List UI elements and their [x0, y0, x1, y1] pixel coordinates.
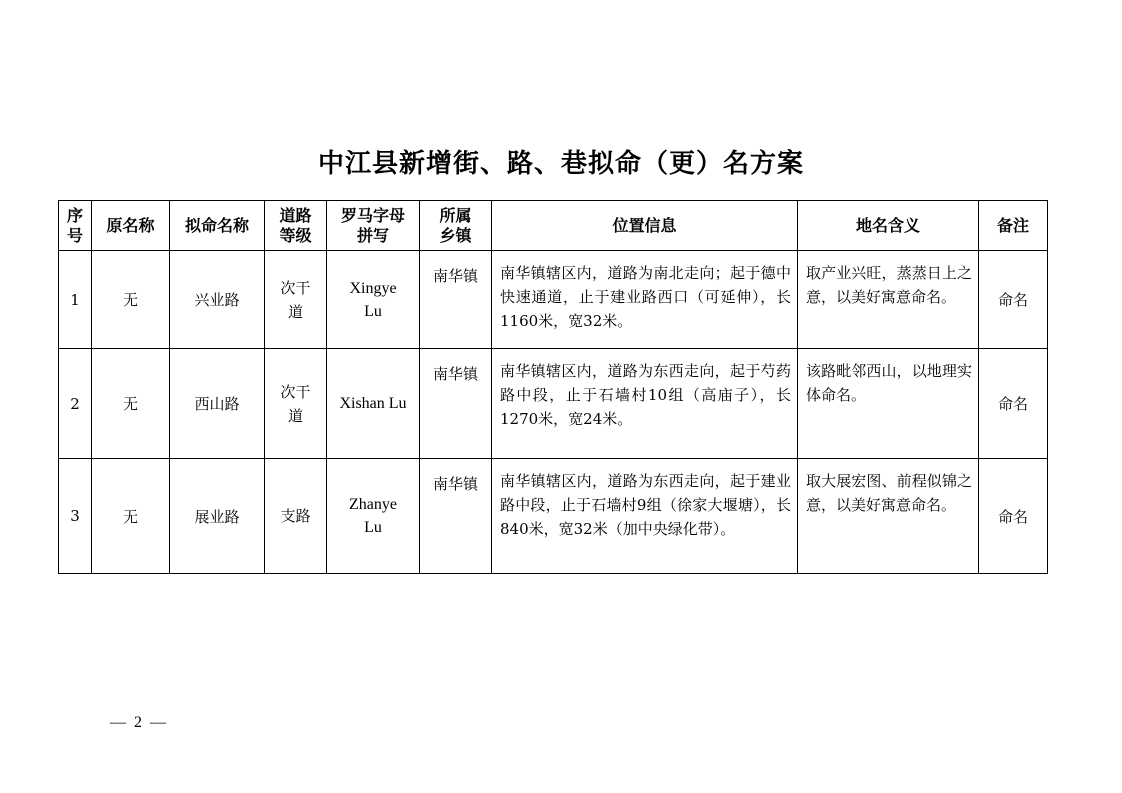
cell-location: 南华镇辖区内，道路为东西走向，起于建业路中段，止于石墙村9组（徐家大堰塘），长840米，宽32米（加中央绿化带）。	[492, 459, 798, 574]
cell-meaning: 该路毗邻西山，以地理实体命名。	[798, 349, 979, 459]
cell-location: 南华镇辖区内，道路为南北走向；起于德中快速通道，止于建业路西口（可延伸），长1160米，宽32米。	[492, 251, 798, 349]
header-township-line1: 所属	[439, 205, 472, 225]
cell-meaning: 取产业兴旺，蒸蒸日上之意，以美好寓意命名。	[798, 251, 979, 349]
cell-road-grade-line1: 次干	[280, 382, 311, 401]
cell-romanization-line1: Xingye	[349, 279, 397, 297]
cell-township: 南华镇	[420, 251, 492, 349]
cell-proposed-name: 展业路	[170, 459, 265, 574]
cell-seq: 2	[59, 349, 92, 459]
header-location: 位置信息	[492, 201, 798, 251]
cell-romanization	[327, 349, 420, 459]
header-proposed-name: 拟命名称	[170, 201, 265, 251]
cell-road-grade-line1: 支路	[280, 507, 311, 525]
cell-location: 南华镇辖区内，道路为东西走向，起于芍药路中段，止于石墙村10组（高庙子），长1270米，宽24米。	[492, 349, 798, 459]
cell-original-name: 无	[92, 459, 170, 574]
header-road-grade-line2: 等级	[279, 225, 312, 245]
cell-romanization-line1: Zhanye	[349, 496, 397, 513]
table-row	[59, 459, 1048, 574]
header-road-grade-line1: 道路	[279, 205, 312, 225]
header-township	[420, 201, 492, 251]
header-romanization-line2: 拼写	[356, 225, 389, 245]
cell-romanization-line1: Xishan Lu	[339, 395, 407, 412]
header-road-grade	[265, 201, 327, 251]
cell-road-grade-line1: 次干	[280, 278, 311, 297]
header-township-line2: 乡镇	[439, 225, 472, 245]
cell-proposed-name: 兴业路	[170, 251, 265, 349]
page-number: — 2 —	[110, 714, 168, 731]
cell-township: 南华镇	[420, 349, 492, 459]
cell-road-grade-line2: 道	[287, 302, 303, 321]
cell-proposed-name: 西山路	[170, 349, 265, 459]
cell-original-name: 无	[92, 251, 170, 349]
cell-road-grade	[265, 251, 327, 349]
cell-road-grade-line2: 道	[287, 406, 303, 425]
cell-remark: 命名	[979, 349, 1048, 459]
cell-seq: 1	[59, 251, 92, 349]
cell-original-name: 无	[92, 349, 170, 459]
header-original-name: 原名称	[92, 201, 170, 251]
header-meaning: 地名含义	[798, 201, 979, 251]
header-romanization	[327, 201, 420, 251]
cell-township: 南华镇	[420, 459, 492, 574]
cell-romanization-line2: Lu	[364, 519, 382, 536]
cell-remark: 命名	[979, 459, 1048, 574]
cell-seq: 3	[59, 459, 92, 574]
header-romanization-line1: 罗马字母	[340, 205, 405, 225]
cell-romanization-line2: Lu	[364, 302, 382, 320]
table-row	[59, 251, 1048, 349]
naming-plan-table	[58, 200, 1048, 574]
cell-meaning: 取大展宏图、前程似锦之意，以美好寓意命名。	[798, 459, 979, 574]
cell-road-grade	[265, 459, 327, 574]
header-seq-line2: 号	[66, 225, 83, 245]
cell-romanization	[327, 251, 420, 349]
cell-romanization	[327, 459, 420, 574]
document-title: 中江县新增街、路、巷拟命（更）名方案	[317, 149, 804, 179]
header-seq	[59, 201, 92, 251]
cell-remark: 命名	[979, 251, 1048, 349]
header-remark: 备注	[979, 201, 1048, 251]
cell-road-grade	[265, 349, 327, 459]
table-row	[59, 349, 1048, 459]
table-header-row	[59, 201, 1048, 251]
header-seq-line1: 序	[66, 205, 83, 225]
